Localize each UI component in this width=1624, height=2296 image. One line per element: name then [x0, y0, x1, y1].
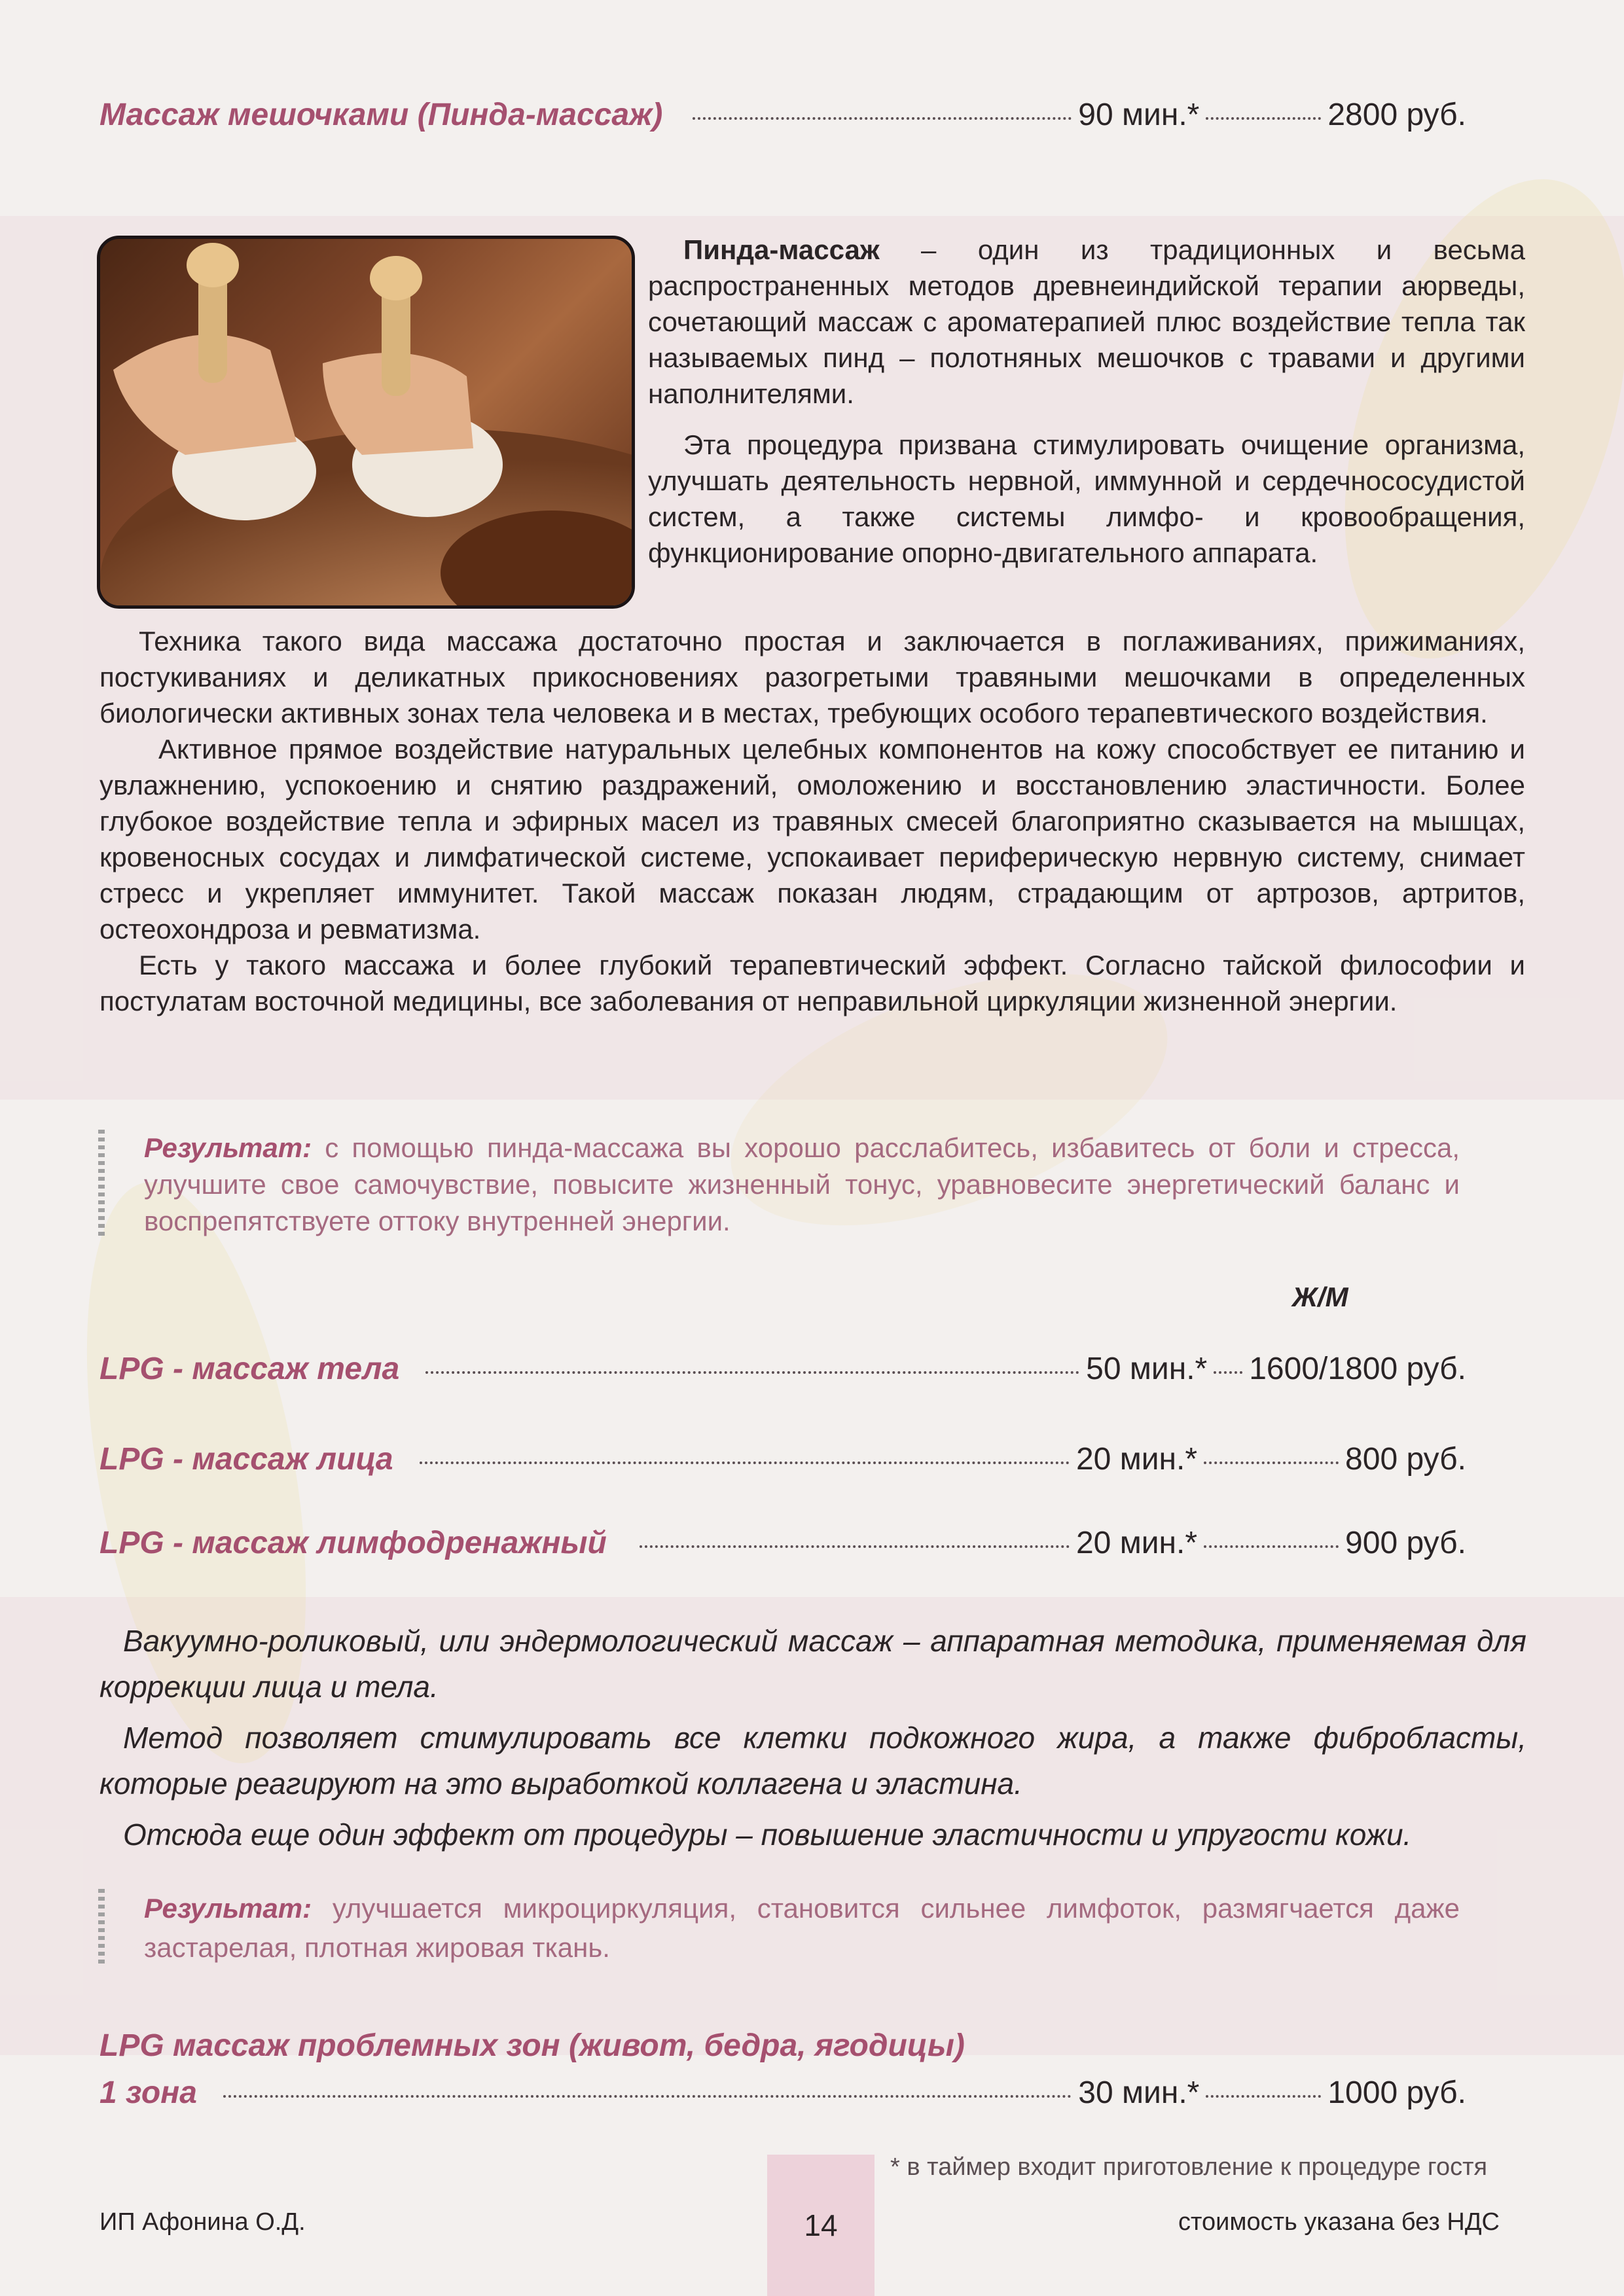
- service-row-lpg-lymph: [99, 1525, 1466, 1577]
- dotted-leader: [1206, 2095, 1321, 2098]
- dashed-side-bar: [98, 1889, 105, 1967]
- dotted-leader: [420, 1462, 1070, 1464]
- pinda-description-paragraph: Пинда-массаж – один из традиционных и весьма распространенных методов древнеиндийской терапии аюрведы, сочетающий массаж с ароматерапией плюс воздействие тепла так называемых пинд – полотняных мешочков с травами и другими наполнителями.: [648, 234, 1525, 409]
- service-duration: 30 мин.*: [1078, 2075, 1200, 2110]
- service-title: LPG - массаж тела: [99, 1352, 400, 1386]
- lpg-description-paragraph: Метод позволяет стимулировать все клетки подкожного жира, а также фибробласты, которые реагируют на это выработкой коллагена и эластина.: [99, 1721, 1526, 1801]
- dotted-leader: [1204, 1545, 1339, 1548]
- lpg-description-paragraph: Отсюда еще один эффект от процедуры – повышение эластичности и упругости кожи.: [123, 1818, 1412, 1852]
- lpg-description: [99, 1618, 1526, 1857]
- effects-paragraph: Активное прямое воздействие натуральных целебных компонентов на кожу способствует ее питанию и увлажнению, успокоению и снятию раздражений, омоложению и восстановлению эластичности. Более глубокое воздействие тепла и эфирных масел из травяных смесей благоприятно сказывается на мышцах, кровеносных сосудах и лимфатической системе, успокаивает периферическую нервную систему, снимает стресс и укрепляет иммунитет. Такой массаж показан людям, страдающим от артрозов, артритов, остеохондроза и ревматизма.: [99, 734, 1525, 944]
- technique-paragraph: Техника такого вида массажа достаточно простая и заключается в поглаживаниях, прижиманиях, постукиваниях и деликатных прикосновениях разогретыми травяными мешочками в определенных биологически активных зонах тела человека и в местах, требующих особого терапевтического воздействия.: [99, 626, 1525, 728]
- service-row-lpg-zones: [99, 2075, 1466, 2127]
- service-title: LPG - массаж лица: [99, 1442, 393, 1477]
- dashed-side-bar: [98, 1130, 105, 1240]
- service-subtitle: 1 зона: [99, 2075, 197, 2110]
- service-row-pinda: [99, 97, 1466, 149]
- lpg-description-paragraph: Вакуумно-роликовый, или эндермологический массаж – аппаратная методика, применяемая для коррекции лица и тела.: [99, 1624, 1526, 1704]
- dotted-leader: [425, 1371, 1079, 1374]
- service-price: 900 руб.: [1345, 1526, 1466, 1560]
- result-text: Результат: с помощью пинда-массажа вы хорошо расслабитесь, избавитесь от боли и стресса, улучшите свое самочувствие, повысите жизненный тонус, уравновесите энергетический баланс и воспрепятствуете оттоку внутренней энергии.: [144, 1132, 1460, 1236]
- dotted-leader: [693, 117, 1072, 120]
- massage-illustration: [100, 239, 632, 605]
- dotted-leader: [1204, 1462, 1339, 1464]
- page-number: 14: [767, 2155, 875, 2296]
- dotted-leader: [640, 1545, 1070, 1548]
- service-duration: 20 мин.*: [1075, 1526, 1198, 1560]
- result-text: Результат: улучшается микроциркуляция, становится сильнее лимфоток, размягчается даже застарелая, плотная жировая ткань.: [144, 1893, 1460, 1963]
- service-title: Массаж мешочками (Пинда-массаж): [99, 98, 663, 132]
- service-price: 2800 руб.: [1327, 98, 1466, 132]
- service-title-lpg-zones: LPG массаж проблемных зон (живот, бедра, ягодицы): [99, 2028, 965, 2063]
- result-label: Результат:: [144, 1893, 312, 1924]
- service-row-lpg-face: [99, 1441, 1466, 1494]
- service-title: LPG - массаж лимфодренажный: [99, 1526, 607, 1560]
- dotted-leader: [223, 2095, 1072, 2098]
- pinda-massage-photo: [97, 236, 635, 609]
- timer-footnote: * в таймер входит приготовление к процедуре гостя: [890, 2153, 1488, 2181]
- dotted-leader: [1214, 1371, 1242, 1374]
- energy-paragraph: Есть у такого массажа и более глубокий терапевтический эффект. Согласно тайской философии и постулатам восточной медицины, все заболевания от неправильной циркуляции жизненной энергии.: [99, 950, 1525, 1016]
- pinda-technique-block: [99, 623, 1525, 1019]
- service-duration: 20 мин.*: [1075, 1442, 1198, 1477]
- result-label: Результат:: [144, 1132, 312, 1163]
- dotted-leader: [1206, 117, 1321, 120]
- result-box-pinda: [98, 1130, 1460, 1240]
- footer-vat-note: стоимость указана без НДС: [1178, 2208, 1500, 2236]
- gender-column-header: Ж/М: [1292, 1282, 1348, 1312]
- footer-company: ИП Афонина О.Д.: [99, 2208, 306, 2236]
- pinda-benefits-paragraph: Эта процедура призвана стимулировать очищение организма, улучшать деятельность нервной, иммунной и сердечнососудистой систем, а также системы лимфо- и кровообращения, функционирование опорно-двигательного аппарата.: [648, 429, 1525, 568]
- service-price: 800 руб.: [1345, 1442, 1466, 1477]
- service-price: 1600/1800 руб.: [1249, 1352, 1466, 1386]
- service-price: 1000 руб.: [1327, 2075, 1466, 2110]
- service-row-lpg-body: [99, 1351, 1466, 1403]
- service-duration: 90 мин.*: [1078, 98, 1200, 132]
- service-duration: 50 мин.*: [1086, 1352, 1208, 1386]
- result-box-lpg: [98, 1889, 1460, 1967]
- pinda-term: Пинда-массаж: [683, 234, 880, 265]
